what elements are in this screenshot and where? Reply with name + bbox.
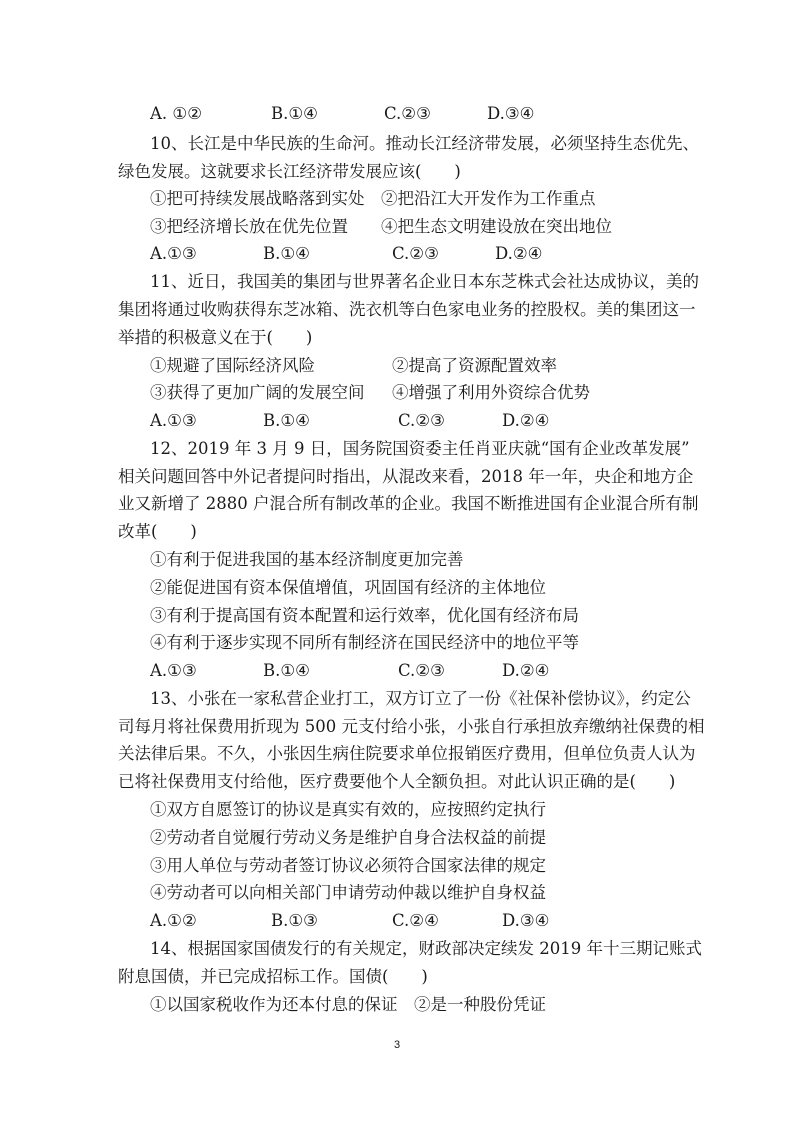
q12-choice: ①有利于促进我国的基本经济制度更加完善 xyxy=(150,550,464,569)
q10-stem: 10、长江是中华民族的生命河。推动长江经济带发展，必须坚持生态优先、 xyxy=(150,134,699,153)
option-c: C.②④ xyxy=(392,911,439,930)
q12-stem-cont: 业又新增了 2880 户混合所有制改革的企业。我国不断推进国有企业混合所有制 xyxy=(118,494,699,513)
q13-choice: ②劳动者自觉履行劳动义务是维护自身合法权益的前提 xyxy=(150,828,546,847)
option-c: C.②③ xyxy=(398,411,445,430)
q12-stem: 12、2019 年 3 月 9 日，国务院国资委主任肖亚庆就“国有企业改革发展” xyxy=(150,439,690,458)
q13-choice: ①双方自愿签订的协议是真实有效的，应按照约定执行 xyxy=(150,800,546,819)
q12-choice: ②能促进国有资本保值增值，巩固国有经济的主体地位 xyxy=(150,578,546,597)
option-b: B.①④ xyxy=(271,104,318,123)
option-d: D.③④ xyxy=(487,104,535,123)
option-d: D.②④ xyxy=(495,244,543,263)
q14-stem-cont: 附息国债，并已完成招标工作。国债( ) xyxy=(118,967,428,986)
q10-stem-cont: 绿色发展。这就要求长江经济带发展应该( ) xyxy=(118,162,461,181)
option-a: A.①② xyxy=(150,911,197,930)
choice-3: ③获得了更加广阔的发展空间 xyxy=(150,383,365,402)
q13-stem-cont: 已将社保费用支付给他，医疗费要他个人全额负担。对此认识正确的是( ) xyxy=(118,772,676,791)
option-c: C.②③ xyxy=(392,244,439,263)
option-d: D.②④ xyxy=(502,411,550,430)
q12-stem-cont: 改革( ) xyxy=(118,522,197,541)
q12-stem-cont: 相关问题回答中外记者提问时指出，从混改来看，2018 年一年，央企和地方企 xyxy=(118,467,694,486)
choice-1: ①规避了国际经济风险 xyxy=(150,356,315,375)
q14-choice-row: ①以国家税收作为还本付息的保证 ②是一种股份凭证 xyxy=(150,995,546,1014)
q12-choice: ③有利于提高国有资本配置和运行效率，优化国有经济布局 xyxy=(150,606,579,625)
option-b: B.①④ xyxy=(263,411,310,430)
q11-stem-cont: 举措的积极意义在于( ) xyxy=(118,328,313,347)
q10-choice-row: ①把可持续发展战略落到实处 ②把沿江大开发作为工作重点 xyxy=(150,189,596,208)
q14-stem: 14、根据国家国债发行的有关规定，财政部决定续发 2019 年十三期记账式 xyxy=(150,939,702,958)
q13-choice: ③用人单位与劳动者签订协议必须符合国家法律的规定 xyxy=(150,856,546,875)
option-a: A.①③ xyxy=(150,244,197,263)
option-d: D.②④ xyxy=(502,661,550,680)
option-c: C.②③ xyxy=(398,661,445,680)
option-a: A.①③ xyxy=(150,661,197,680)
q11-stem-cont: 集团将通过收购获得东芝冰箱、洗衣机等白色家电业务的控股权。美的集团这一 xyxy=(118,300,696,319)
q13-choice: ④劳动者可以向相关部门申请劳动仲裁以维护自身权益 xyxy=(150,883,546,902)
q13-stem: 13、小张在一家私营企业打工，双方订立了一份《社保补偿协议》，约定公 xyxy=(150,689,691,708)
q13-stem-cont: 司每月将社保费用折现为 500 元支付给小张，小张自行承担放弃缴纳社保费的相 xyxy=(118,717,705,736)
option-c: C.②③ xyxy=(384,104,431,123)
q11-stem: 11、近日，我国美的集团与世界著名企业日本东芝株式会社达成协议，美的 xyxy=(150,272,699,291)
q12-choice: ④有利于逐步实现不同所有制经济在国民经济中的地位平等 xyxy=(150,633,579,652)
option-a: A.①③ xyxy=(150,411,197,430)
choice-2: ②提高了资源配置效率 xyxy=(392,356,557,375)
option-a: A. ①② xyxy=(150,104,202,123)
option-b: B.①④ xyxy=(263,244,310,263)
option-b: B.①④ xyxy=(263,661,310,680)
page-number: 3 xyxy=(393,1039,401,1051)
option-b: B.①③ xyxy=(271,911,318,930)
option-d: D.③④ xyxy=(502,911,550,930)
q10-choice-row: ③把经济增长放在优先位置 ④把生态文明建设放在突出地位 xyxy=(150,217,612,236)
choice-4: ④增强了利用外资综合优势 xyxy=(392,383,590,402)
q13-stem-cont: 关法律后果。不久，小张因生病住院要求单位报销医疗费用，但单位负责人认为 xyxy=(118,744,696,763)
